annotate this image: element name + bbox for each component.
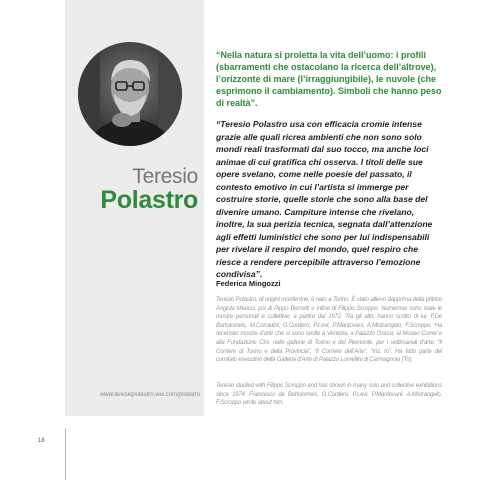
- artist-first-name: Teresio: [132, 165, 198, 188]
- critic-name: Federica Mingozzi: [216, 279, 281, 288]
- biography-italian: Teresio Polastro, di origini monferrine, è nato a Torino. È stato allievo dapprima della pittrice Angiola Meucci, poi di Pippo Bercetti e infine di Filippo Scroppo. Numerose sono state le mostre personali e collettive, a partire dal 1972. Tra gli altri, hanno scritto di lui: F.De Bartolomeis, M.Corradini, G.Cordero, P.Levi, P.Mantovani, A.Mistrangelo, F.Scroppo. Ha recensito mostre d’arte che si sono svolte a Venezia, a Palazzo Grassi, al Museo Correr e alla Fondazione Cini, nelle gallerie di Torino e del Piemonte, per i settimanali d’arte: “Il Corriere di Torino e della Provincia”, “Il Corriere dell’Arte”, “Ins. to”. Ha fatto parte del comitato esecutivo della Galleria d’Arte di Palazzo Lomellini di Carmagnola (To).: [216, 297, 442, 364]
- artist-website-link[interactable]: www.teresiopolastro.wix.com/polastro: [99, 392, 200, 398]
- page-number: 18: [38, 438, 45, 444]
- artist-portrait: [78, 42, 182, 146]
- biography-english: Teresio studied with Filippo Scroppo and has shown in many solo and collective exhibitions since 1974. Francesco de Bartolomeis, G.Cordero, P.Levi, P.Mantovani, A.Mistrangelo, F.Scroppo wrote about him.: [216, 383, 442, 407]
- page-divider: [65, 428, 66, 480]
- critic-quote: “Teresio Polastro usa con efficacia cromie intense grazie alle quali ricrea ambienti che non sono solo mondi reali trasformati dal suo tocco, ma anche loci animae di cui gratifica chi osserva. I titoli delle sue opere svelano, come nelle poesie del passato, il contesto emotivo in cui l’artista si immerge per costruire storie, quelle storie che sono alla base del divenire umano. Campiture intense che rivelano, inoltre, la sua perizia tecnica, segnata dall’attenzione agli effetti luministici che sono per lui indispensabili per rivelare il respiro del mondo, quel respiro che riesce a rendere percepibile attraverso l’emozione condivisa”.: [216, 119, 433, 279]
- artist-last-name: Polastro: [100, 186, 198, 214]
- artist-quote: “Nella natura si proietta la vita dell’uomo: i profili (sbarramenti che ostacolano la ricerca dell’altrove), l’orizzonte di mare (l’irraggiungibile), le nuvole (che esprimono il cambiamento). Simboli che hanno peso di realtà”.: [216, 50, 442, 108]
